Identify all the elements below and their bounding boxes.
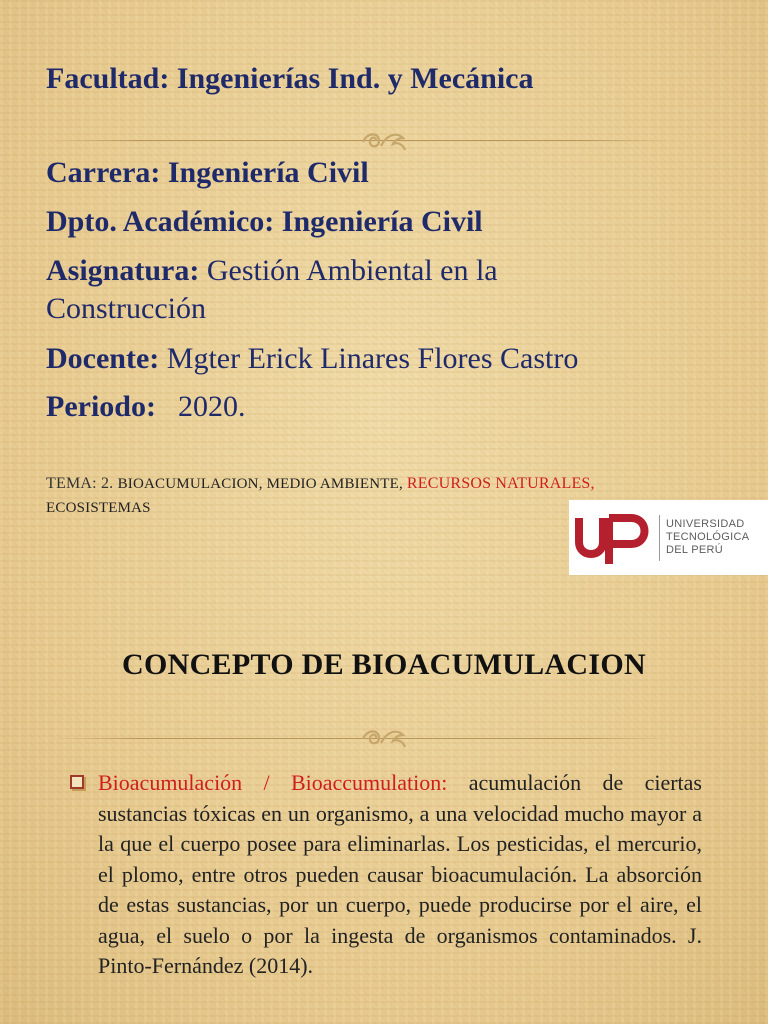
dpto-line: Dpto. Académico: Ingeniería Civil xyxy=(46,205,483,238)
logo-text: UNIVERSIDAD TECNOLÓGICA DEL PERÚ xyxy=(666,518,750,556)
docente-line: Docente: Mgter Erick Linares Flores Castro xyxy=(46,342,579,375)
concept-title: CONCEPTO DE BIOACUMULACION xyxy=(122,648,646,681)
carrera-line: Carrera: Ingeniería Civil xyxy=(46,156,369,189)
bullet-square-icon xyxy=(70,775,84,789)
asignatura-line-2: Construcción xyxy=(46,292,206,325)
logo-separator xyxy=(659,515,660,561)
ornament-icon-2 xyxy=(354,724,414,752)
ornament-icon xyxy=(354,127,414,155)
concept-definition-text: acumulación de ciertas sustancias tóxicas en un organismo, a una velocidad mucho mayor a la que el cuerpo posee para eliminarlas. Los pesticidas, el mercurio, el plomo, entre otros pueden causar bioacumulación. La absorción de estas sustancias, por un cuerpo, puede producirse por el aire, el agua, el suelo o por la ingesta de organismos contaminados. J. Pinto-Fernández (2014). xyxy=(98,770,702,978)
tema-line: TEMA: 2. BIOACUMULACION, MEDIO AMBIENTE, RECURSOS NATURALES, ECOSISTEMAS xyxy=(46,475,595,516)
concept-term: Bioacumulación / Bioaccumulation: xyxy=(98,770,448,795)
periodo-line: Periodo: 2020. xyxy=(46,390,246,423)
utp-logo-mark-icon xyxy=(573,508,653,568)
asignatura-line: Asignatura: Gestión Ambiental en la xyxy=(46,254,498,287)
concept-definition xyxy=(98,768,702,982)
facultad-line: Facultad: Ingenierías Ind. y Mecánica xyxy=(46,62,534,95)
utp-logo xyxy=(569,500,768,575)
